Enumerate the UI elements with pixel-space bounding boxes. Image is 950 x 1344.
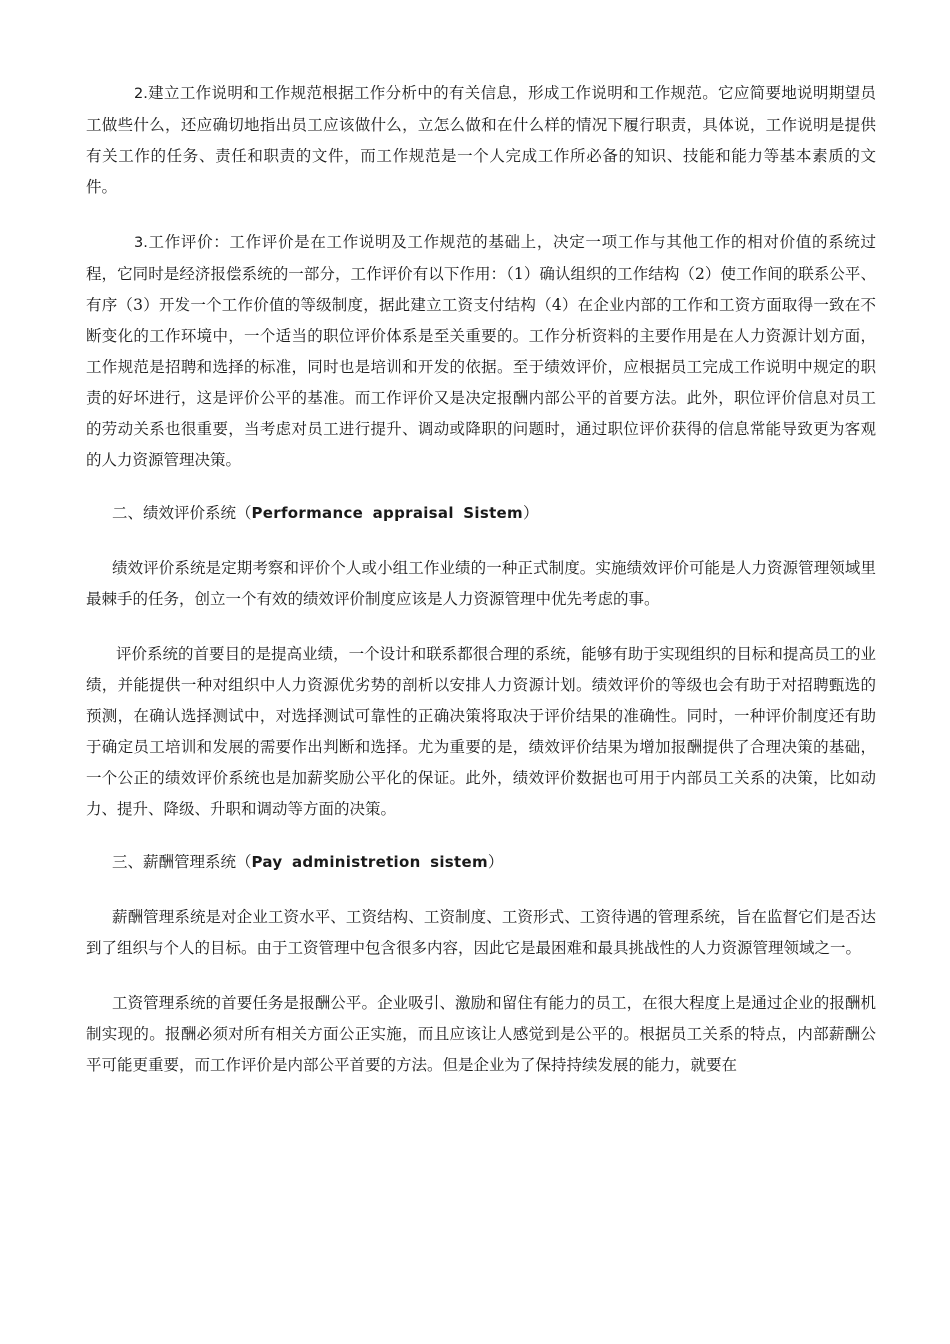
heading-suffix: ） <box>522 504 539 522</box>
paragraph-pay-fairness <box>86 988 876 1081</box>
item-number: 3. <box>134 235 148 251</box>
heading-suffix: ） <box>487 853 504 871</box>
paragraph-performance-purpose <box>86 639 876 825</box>
paragraph-performance-intro <box>86 553 876 615</box>
heading-pay-administration <box>86 847 876 878</box>
paragraph-job-description <box>86 78 876 203</box>
paragraph-text: 绩效评价系统是定期考察和评价个人或小组工作业绩的一种正式制度。实施绩效评价可能是人力资源管理领域里最棘手的任务，创立一个有效的绩效评价制度应该是人力资源管理中优先考虑的事。 <box>86 559 876 608</box>
paragraph-text: 工作评价：工作评价是在工作说明及工作规范的基础上，决定一项工作与其他工作的相对价值的系统过程，它同时是经济报偿系统的一部分，工作评价有以下作用：（1）确认组织的工作结构（2）使工作间的联系公平、有序（3）开发一个工作价值的等级制度，据此建立工资支付结构（4）在企业内部的工作和工资方面取得一致在不断变化的工作环境中，一个适当的职位评价体系是至关重要的。工作分析资料的主要作用是在人力资源计划方面，工作规范是招聘和选择的标准，同时也是培训和开发的依据。至于绩效评价，应根据员工完成工作说明中规定的职责的好坏进行，这是评价公平的基准。而工作评价又是决定报酬内部公平的首要方法。此外，职位评价信息对员工的劳动关系也很重要，当考虑对员工进行提升、调动或降职的问题时，通过职位评价获得的信息常能导致更为客观的人力资源管理决策。 <box>86 233 876 469</box>
heading-latin: Performance appraisal Sistem <box>251 504 523 522</box>
paragraph-text: 建立工作说明和工作规范根据工作分析中的有关信息，形成工作说明和工作规范。它应简要地说明期望员工做些什么，还应确切地指出员工应该做什么，立怎么做和在什么样的情况下履行职责，具体说，工作说明是提供有关工作的任务、责任和职责的文件，而工作规范是一个人完成工作所必备的知识、技能和能力等基本素质的文件。 <box>86 84 876 196</box>
document-page <box>86 78 876 1081</box>
paragraph-text: 薪酬管理系统是对企业工资水平、工资结构、工资制度、工资形式、工资待遇的管理系统，旨在监督它们是否达到了组织与个人的目标。由于工资管理中包含很多内容，因此它是最困难和最具挑战性的人力资源管理领域之一。 <box>86 908 876 957</box>
heading-prefix: 三、薪酬管理系统（ <box>112 853 252 871</box>
heading-performance-appraisal <box>86 498 876 529</box>
paragraph-text: 评价系统的首要目的是提高业绩，一个设计和联系都很合理的系统，能够有助于实现组织的目标和提高员工的业绩，并能提供一种对组织中人力资源优劣势的剖析以安排人力资源计划。绩效评价的等级也会有助于对招聘甄选的预测，在确认选择测试中，对选择测试可靠性的正确决策将取决于评价结果的准确性。同时，一种评价制度还有助于确定员工培训和发展的需要作出判断和选择。尤为重要的是，绩效评价结果为增加报酬提供了合理决策的基础，一个公正的绩效评价系统也是加薪奖励公平化的保证。此外，绩效评价数据也可用于内部员工关系的决策，比如动力、提升、降级、升职和调动等方面的决策。 <box>86 645 876 818</box>
paragraph-pay-intro <box>86 902 876 964</box>
paragraph-text: 工资管理系统的首要任务是报酬公平。企业吸引、激励和留住有能力的员工，在很大程度上是通过企业的报酬机制实现的。报酬必须对所有相关方面公正实施，而且应该让人感觉到是公平的。根据员工关系的特点，内部薪酬公平可能更重要，而工作评价是内部公平首要的方法。但是企业为了保持持续发展的能力，就要在 <box>86 994 876 1074</box>
item-number: 2. <box>134 86 148 102</box>
heading-prefix: 二、绩效评价系统（ <box>112 504 252 522</box>
paragraph-job-evaluation <box>86 227 876 476</box>
heading-latin: Pay administretion sistem <box>251 853 488 871</box>
